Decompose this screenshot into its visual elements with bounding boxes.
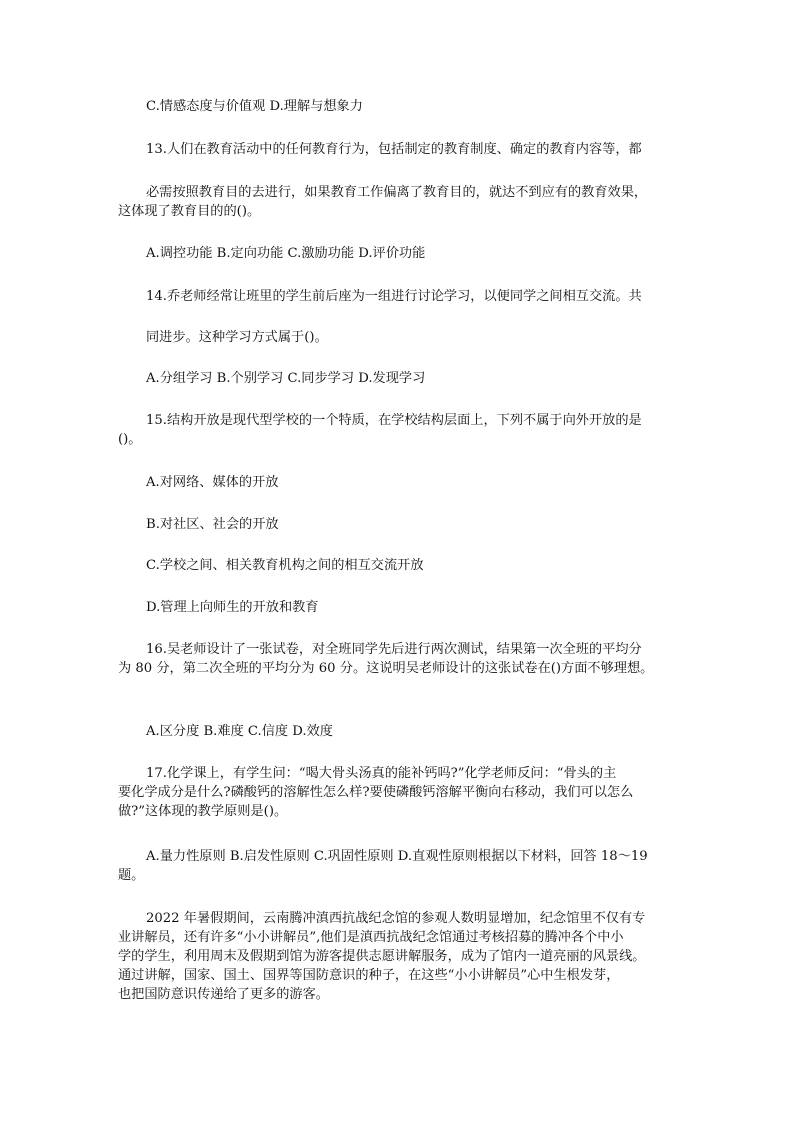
- option-q15-d: D.管理上向师生的开放和教育: [146, 600, 319, 615]
- material-paragraph-line-1: 2022 年暑假期间，云南腾冲滇西抗战纪念馆的参观人数明显增加，纪念馆里不仅有专: [146, 911, 646, 926]
- material-paragraph-line-3: 学的学生，利用周末及假期到馆为游客提供志愿讲解服务，成为了馆内一道亮丽的风景线。: [118, 949, 646, 964]
- option-line-q17: A.量力性原则 B.启发性原则 C.巩固性原则 D.直观性原则根据以下材料，回答 18～19: [146, 849, 648, 864]
- question-14-line-1: 14.乔老师经常让班里的学生前后座为一组进行讨论学习，以便同学之间相互交流。共: [146, 289, 642, 304]
- question-14-line-2: 同进步。这种学习方式属于()。: [146, 330, 328, 345]
- option-line-q14: A.分组学习 B.个别学习 C.同步学习 D.发现学习: [146, 371, 426, 386]
- question-15-line-1: 15.结构开放是现代型学校的一个特质，在学校结构层面上，下列不属于向外开放的是: [146, 413, 642, 428]
- option-line-q13: A.调控功能 B.定向功能 C.激励功能 D.评价功能: [146, 246, 426, 261]
- question-15-line-2: ()。: [118, 432, 142, 447]
- option-q15-c: C.学校之间、相关教育机构之间的相互交流开放: [146, 558, 424, 573]
- question-16-line-1: 16.吴老师设计了一张试卷，对全班同学先后进行两次测试，结果第一次全班的平均分: [146, 642, 642, 657]
- material-paragraph-line-5: 也把国防意识传递给了更多的游客。: [118, 987, 329, 1002]
- question-17-line-2: 要化学成分是什么?磷酸钙的溶解性怎么样?要使磷酸钙溶解平衡向右移动，我们可以怎么: [118, 785, 634, 800]
- question-13-line-1: 13.人们在教育活动中的任何教育行为，包括制定的教育制度、确定的教育内容等，都: [146, 142, 642, 157]
- option-line-q12: C.情感态度与价值观 D.理解与想象力: [146, 99, 363, 114]
- option-line-q16: A.区分度 B.难度 C.信度 D.效度: [146, 724, 333, 739]
- question-17-line-1: 17.化学课上，有学生问：“喝大骨头汤真的能补钙吗?”化学老师反问：“骨头的主: [146, 766, 617, 781]
- question-13-line-3: 这体现了教育目的的()。: [118, 204, 261, 219]
- question-16-line-2: 为 80 分，第二次全班的平均分为 60 分。这说明吴老师设计的这张试卷在()方面不够理想。: [118, 661, 654, 676]
- option-q15-b: B.对社区、社会的开放: [146, 517, 279, 532]
- option-q15-a: A.对网络、媒体的开放: [146, 475, 279, 490]
- material-paragraph-line-2: 业讲解员，还有许多“小小讲解员”,他们是滇西抗战纪念馆通过考核招募的腾冲各个中小: [118, 930, 624, 945]
- question-17-line-3: 做?”这体现的教学原则是()。: [118, 804, 288, 819]
- option-line-q17-cont: 题。: [118, 868, 145, 883]
- material-paragraph-line-4: 通过讲解，国家、国土、国界等国防意识的种子，在这些“小小讲解员”心中生根发芽，: [118, 968, 620, 983]
- question-13-line-2: 必需按照教育目的去进行，如果教育工作偏离了教育目的，就达不到应有的教育效果，: [146, 185, 648, 200]
